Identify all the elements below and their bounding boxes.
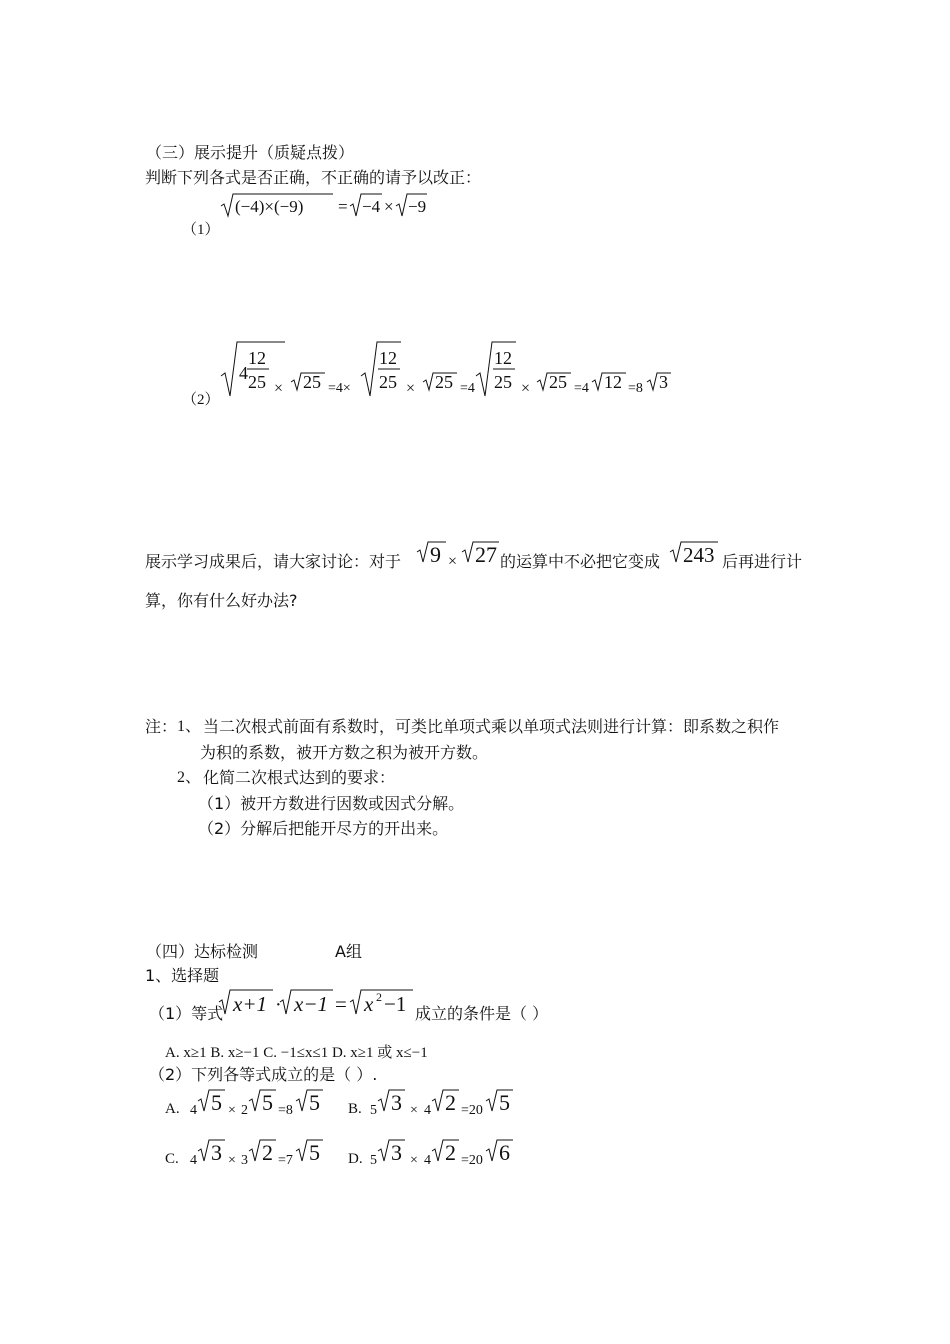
equals-4x: =4× — [328, 381, 351, 396]
radicand-base: x — [364, 992, 374, 1016]
radicand: 3 — [391, 1140, 402, 1165]
question-type-heading: 1、选择题 — [145, 966, 220, 985]
coefficient: 2 — [241, 1103, 248, 1118]
item-2-label: （2） — [182, 392, 220, 408]
item-1-equation — [215, 190, 445, 220]
fraction-numerator: 12 — [494, 348, 512, 368]
radicand: 3 — [211, 1140, 222, 1165]
item-2-equation — [215, 338, 685, 402]
radicand: 5 — [499, 1090, 510, 1115]
option-c-label: C. — [165, 1151, 179, 1167]
radicand: 6 — [499, 1140, 510, 1165]
note-1-line-2: 为积的系数，被开方数之积为被开方数。 — [200, 743, 489, 762]
radicand: 3 — [659, 372, 668, 392]
times-sign: × — [274, 380, 284, 397]
radicand: x+1 — [233, 992, 267, 1016]
q1-suffix: 成立的条件是（ ） — [415, 1004, 549, 1023]
option-a-expression — [188, 1086, 338, 1120]
option-d-expression — [368, 1136, 528, 1170]
result-coefficient: =7 — [278, 1153, 293, 1168]
option-b-label: B. — [348, 1101, 362, 1117]
mixed-whole: 4 — [239, 363, 248, 383]
note-2-number: 2、 — [177, 769, 202, 786]
radicand: x−1 — [294, 992, 328, 1016]
discussion-text-b: 的运算中不必把它变成 — [500, 552, 661, 571]
radicand: 2 — [262, 1140, 273, 1165]
fraction-denominator: 25 — [379, 372, 397, 392]
note-1-number: 1、 — [177, 718, 202, 735]
fraction-denominator: 25 — [248, 372, 266, 392]
discussion-text-c: 后再进行计 — [722, 552, 803, 571]
option-b-expression — [368, 1086, 528, 1120]
times-sign: × — [228, 1103, 236, 1118]
option-c-expression — [188, 1136, 338, 1170]
option-a-label: A. — [165, 1101, 180, 1117]
radicand: 25 — [549, 372, 567, 392]
notes-prefix: 注： — [145, 717, 178, 736]
note-2-sub-2: （2）分解后把能开尽方的开出来。 — [198, 819, 449, 838]
times-sign: × — [410, 1153, 418, 1168]
times-sign: × — [406, 380, 416, 397]
equals-sign: = — [335, 992, 347, 1016]
coefficient: 5 — [370, 1153, 377, 1168]
radicand: 5 — [211, 1090, 222, 1115]
coefficient: 4 — [424, 1153, 431, 1168]
radicand: (−4)×(−9) — [235, 197, 304, 216]
section-4-heading: （四）达标检测 — [146, 942, 259, 961]
q1-equation — [217, 986, 417, 1022]
radicand: 25 — [435, 372, 453, 392]
discussion-product — [413, 538, 501, 572]
equals-4: =4 — [460, 381, 475, 396]
radicand: 9 — [430, 542, 441, 567]
discussion-243 — [668, 538, 720, 572]
q1-prefix: （1）等式 — [149, 1004, 224, 1023]
note-1-line-1: 当二次根式前面有系数时，可类比单项式乘以单项式法则进行计算：即系数之积作 — [203, 717, 780, 736]
radicand: 27 — [475, 542, 497, 567]
coefficient: 4 — [190, 1103, 197, 1118]
times-sign: × — [384, 197, 394, 216]
coefficient: 5 — [370, 1103, 377, 1118]
section-heading: （三）展示提升（质疑点拨） — [146, 143, 355, 162]
note-2-text: 化简二次根式达到的要求： — [203, 768, 396, 787]
equals-4: =4 — [574, 381, 589, 396]
radicand: 5 — [309, 1140, 320, 1165]
radicand: −4 — [362, 197, 381, 216]
fraction-denominator: 25 — [494, 372, 512, 392]
coefficient: 4 — [424, 1103, 431, 1118]
times-sign: × — [228, 1153, 236, 1168]
result-coefficient: =20 — [461, 1153, 483, 1168]
radicand: 12 — [604, 372, 622, 392]
result-coefficient: =8 — [278, 1103, 293, 1118]
times-sign: × — [448, 553, 458, 570]
item-1-label: （1） — [182, 222, 220, 238]
times-sign: × — [521, 380, 531, 397]
fraction-numerator: 12 — [248, 348, 266, 368]
q1-options: A. x≥1 B. x≥−1 C. −1≤x≤1 D. x≥1 或 x≤−1 — [165, 1045, 428, 1061]
radicand: 2 — [445, 1140, 456, 1165]
group-label: A组 — [335, 942, 362, 961]
note-2-sub-1: （1）被开方数进行因数或因式分解。 — [198, 794, 465, 813]
dot-sign: · — [275, 994, 282, 1016]
discussion-text-a: 展示学习成果后，请大家讨论：对于 — [145, 552, 402, 571]
radicand: 2 — [445, 1090, 456, 1115]
radicand: 25 — [303, 372, 321, 392]
instruction-text: 判断下列各式是否正确，不正确的请予以改正： — [145, 168, 482, 187]
radicand-tail: −1 — [384, 992, 407, 1016]
q2-text: （2）下列各等式成立的是（ ）. — [149, 1065, 378, 1084]
option-d-label: D. — [348, 1151, 363, 1167]
equals-sign: = — [338, 197, 348, 216]
result-coefficient: =20 — [461, 1103, 483, 1118]
radicand: 3 — [391, 1090, 402, 1115]
radicand: 5 — [309, 1090, 320, 1115]
equals-8: =8 — [628, 381, 643, 396]
coefficient: 4 — [190, 1153, 197, 1168]
coefficient: 3 — [241, 1153, 248, 1168]
discussion-line-2: 算，你有什么好办法? — [145, 591, 298, 610]
radicand: 243 — [683, 543, 715, 567]
radicand: 5 — [262, 1090, 273, 1115]
times-sign: × — [410, 1103, 418, 1118]
radicand: −9 — [408, 197, 427, 216]
exponent: 2 — [376, 990, 382, 1004]
fraction-numerator: 12 — [379, 348, 397, 368]
